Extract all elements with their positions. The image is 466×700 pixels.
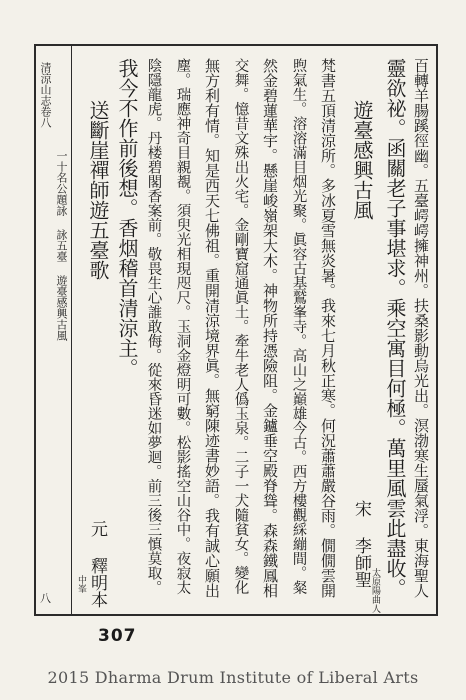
poem1-line-2: 靈欲祕。函關老子事堪求。乘空寓目何極。萬里風雲此盡收。 <box>383 58 407 598</box>
watermark-footer: 2015 Dharma Drum Institute of Liberal Arts <box>47 668 419 687</box>
page-number: 307 <box>98 626 137 646</box>
poem2-line-6: 塵。瑞應神奇目親覩。須臾光相現咫尺。玉洞金燈明可數。松影搖空山谷中。夜寂太 <box>174 58 191 595</box>
poem2-author: 宋 李師聖 <box>351 500 371 588</box>
poem3-author-note: 中峯 <box>76 575 86 593</box>
poem2-line-4: 交舞。憶昔文殊出火宅。金剛寶窟通眞土。牽牛老人僞玉泉。二子一犬隨貧女。變化 <box>232 58 249 595</box>
poem2-line-2: 煦氣生。溶溶滿目烟光聚。眞容古基鷲峯寺。高山之巔雄今古。西方樓觀綵繃間。粲 <box>290 58 307 595</box>
poem2-line-7: 陰隱龍虎。丹楼碧閣香案前。敬畏生心誰敢侮。從來昏迷如夢迴。前三後三慎莫取。 <box>145 58 162 595</box>
poem1-line-1: 百轉羊腸蹊徑幽。五臺崿崿擁神州。扶桑影動烏光出。溟渤寒生蜃氣浮。東海聖人 <box>412 58 430 598</box>
poem2-line-1: 梵書五頂清涼所。多冰夏雪無炎暑。我來七月秋正寒。何況蕭蕭嚴谷雨。僩僩雲開 <box>319 58 337 598</box>
poem2-line-3: 然金碧蓮華宇。懸崖峻嶺架大木。神物所持憑險阻。金鑪垂空殿脊聳。森森鐵鳳相 <box>261 58 279 598</box>
folio-mark: 八 <box>40 592 51 605</box>
poem2-author-note: 太原陽曲人 <box>370 568 380 613</box>
poem3-title: 送斷崖禪師遊五臺歌 <box>86 100 110 280</box>
volume-title: 清涼山志卷八 <box>39 62 52 128</box>
poem2-title: 遊臺感興古風 <box>350 100 374 220</box>
poem2-line-8: 我今不作前後想。香烟稽首清涼主。 <box>115 58 139 378</box>
section-title: 一十名公題詠 詠五臺 遊臺感興古風 <box>55 150 68 341</box>
poem3-author: 元 釋明本 <box>87 520 107 608</box>
poem2-line-5: 無方利有情。知是西天七佛祖。重開清涼境界眞。無窮陳迹書妙語。我有誠心願出 <box>203 58 221 598</box>
